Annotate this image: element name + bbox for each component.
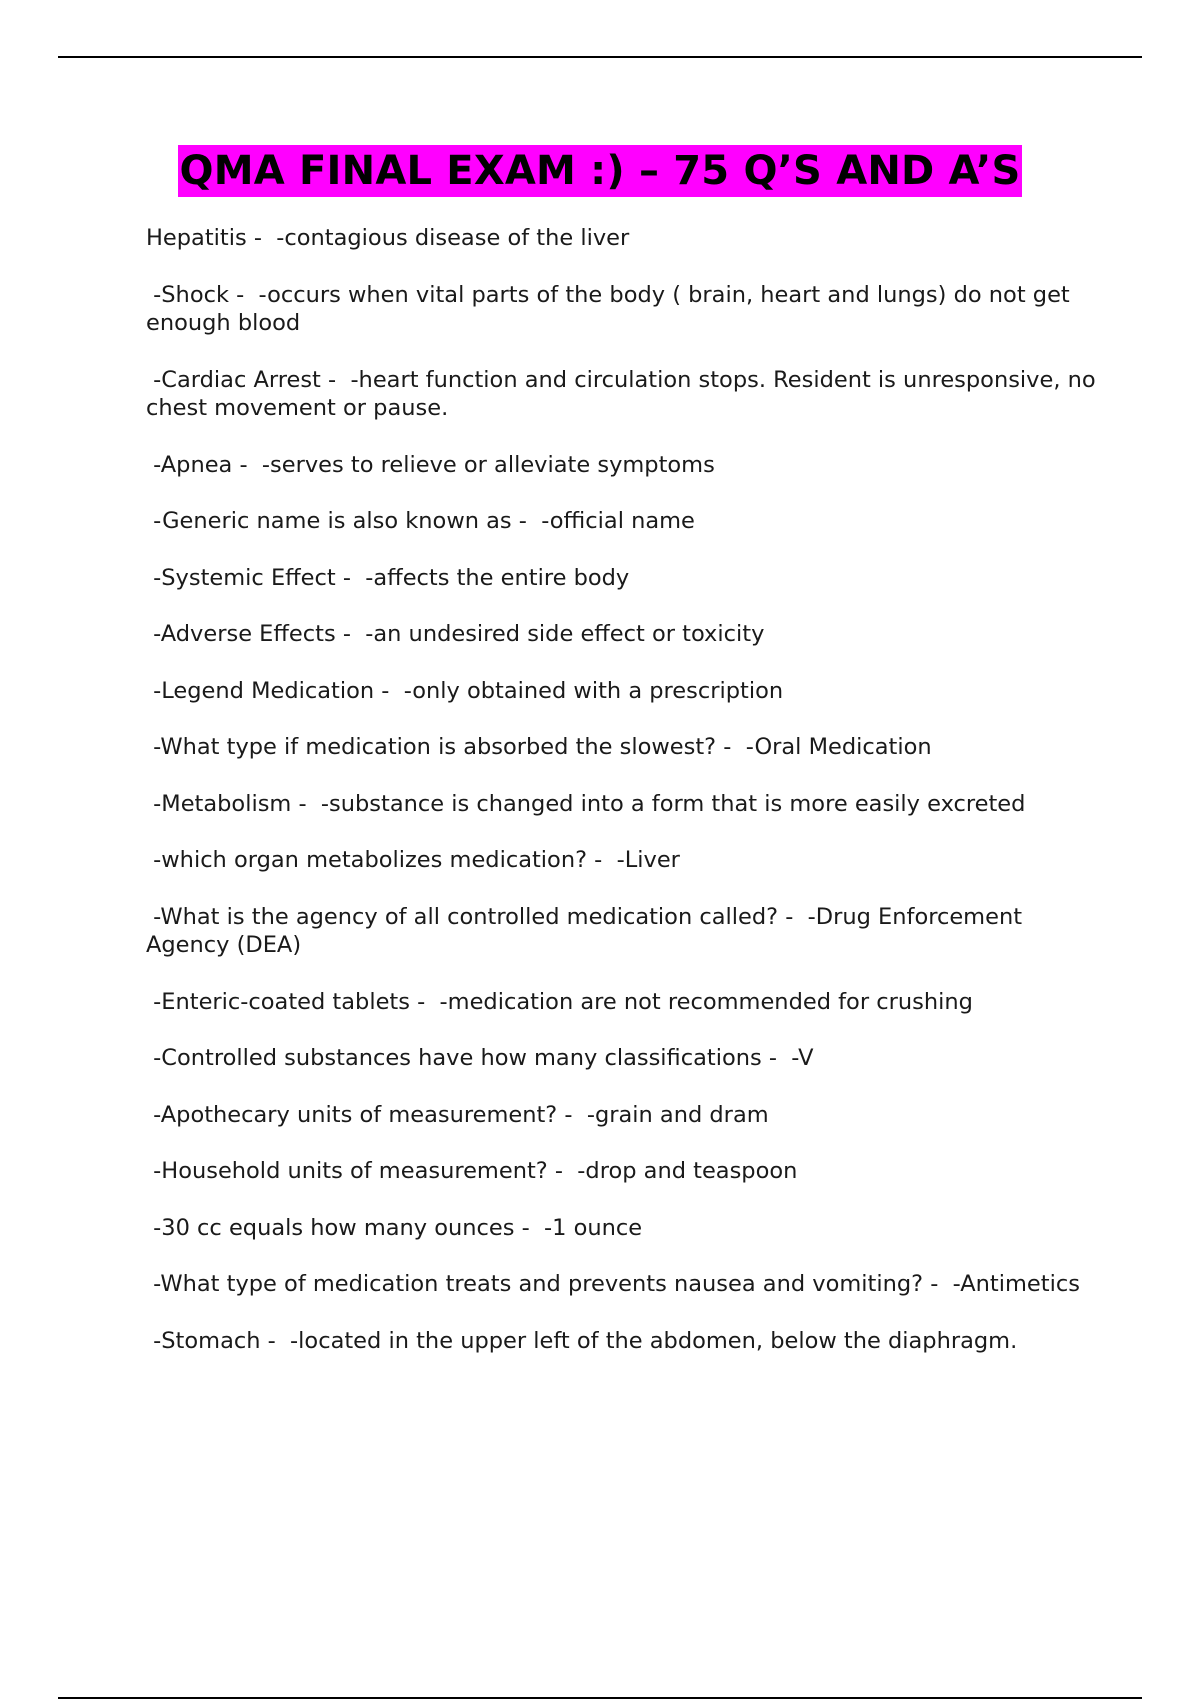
- qa-item: -Shock - -occurs when vital parts of the body ( brain, heart and lungs) do not get enough blood: [146, 281, 1077, 336]
- qa-item: -Generic name is also known as - -official name: [146, 508, 695, 534]
- bottom-rule: [58, 1697, 1142, 1699]
- qa-item: -Apothecary units of measurement? - -grain and dram: [146, 1101, 769, 1128]
- qa-item: -What type if medication is absorbed the slowest? - -Oral Medication: [146, 734, 932, 760]
- qa-item: -Apnea - -serves to relieve or alleviate symptoms: [146, 451, 715, 478]
- qa-item: -which organ metabolizes medication? - -Liver: [146, 847, 680, 873]
- qa-item: -What type of medication treats and prevents nausea and vomiting? - -Antimetics: [146, 1271, 1080, 1297]
- qa-item: -Legend Medication - -only obtained with a prescription: [146, 677, 784, 704]
- qa-item: -Cardiac Arrest - -heart function and circulation stops. Resident is unresponsive, no chest movement or pause.: [146, 366, 1103, 421]
- title-container: [0, 145, 1200, 197]
- qa-item: -30 cc equals how many ounces - -1 ounce: [146, 1214, 643, 1241]
- qa-item: -Enteric-coated tablets - -medication are not recommended for crushing: [146, 988, 973, 1015]
- qa-item: -Metabolism - -substance is changed into a form that is more easily excreted: [146, 790, 1026, 817]
- qa-item: -Systemic Effect - -affects the entire body: [146, 564, 630, 591]
- qa-list: [146, 224, 1103, 1383]
- qa-item: -Controlled substances have how many classifications - -V: [146, 1045, 814, 1071]
- document-title: QMA FINAL EXAM :) – 75 Q’S AND A’S: [178, 145, 1023, 197]
- qa-item: Hepatitis - -contagious disease of the liver: [146, 225, 630, 251]
- top-rule: [58, 56, 1142, 58]
- qa-item: -What is the agency of all controlled medication called? - -Drug Enforcement Agency (DEA): [146, 903, 1030, 958]
- qa-item: -Adverse Effects - -an undesired side effect or toxicity: [146, 621, 765, 647]
- qa-item: -Stomach - -located in the upper left of the abdomen, below the diaphragm.: [146, 1327, 1018, 1354]
- qa-item: -Household units of measurement? - -drop and teaspoon: [146, 1158, 798, 1184]
